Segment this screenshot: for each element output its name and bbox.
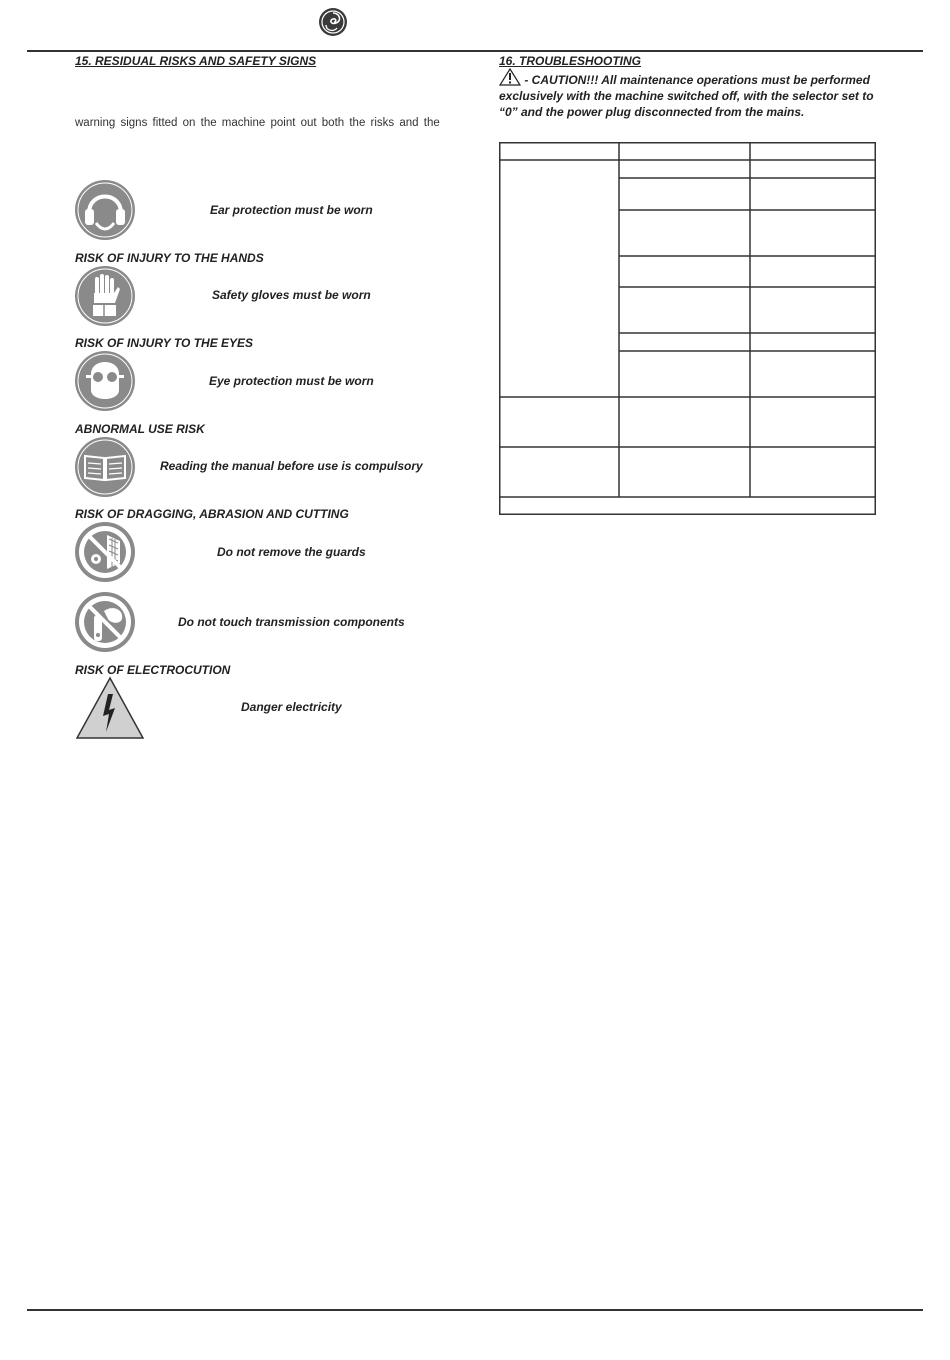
risk-title-electrocution: RISK OF ELECTROCUTION (75, 663, 231, 677)
no-remove-guards-icon (74, 521, 136, 583)
manual-icon (74, 436, 136, 498)
risk-title-abnormal: ABNORMAL USE RISK (75, 422, 205, 436)
ear-protection-icon (74, 179, 136, 241)
sign-label-touch: Do not touch transmission components (178, 615, 405, 629)
intro-text: warning signs fitted on the machine point out both the risks and the (75, 117, 440, 129)
risk-title-eyes: RISK OF INJURY TO THE EYES (75, 336, 254, 350)
caution-block (499, 68, 881, 120)
sign-label-manual: Reading the manual before use is compulsory (160, 459, 423, 473)
sign-label-gloves: Safety gloves must be worn (212, 288, 371, 302)
troubleshooting-table (499, 142, 876, 515)
spiral-logo-icon (318, 7, 348, 37)
sign-label-eyes: Eye protection must be worn (209, 374, 374, 388)
warning-triangle-icon (499, 68, 521, 86)
electricity-icon (75, 676, 145, 740)
eye-protection-icon (74, 350, 136, 412)
risk-title-dragging: RISK OF DRAGGING, ABRASION AND CUTTING (75, 507, 349, 521)
footer-rule (27, 1309, 923, 1311)
header-rule (27, 50, 923, 52)
no-touch-icon (74, 591, 136, 653)
sign-label-electricity: Danger electricity (241, 700, 342, 714)
risk-title-hands: RISK OF INJURY TO THE HANDS (75, 251, 264, 265)
sign-label-guards: Do not remove the guards (217, 545, 366, 559)
section-15-title: 15. RESIDUAL RISKS AND SAFETY SIGNS (75, 54, 317, 68)
sign-label-ear: Ear protection must be worn (210, 203, 373, 217)
caution-text: - CAUTION!!! All maintenance operations must be performed exclusively with the machine switched off, with the selector set to “0” and the power plug disconnected from the mains. (499, 73, 874, 119)
gloves-icon (74, 265, 136, 327)
section-16-title: 16. TROUBLESHOOTING (499, 54, 642, 68)
